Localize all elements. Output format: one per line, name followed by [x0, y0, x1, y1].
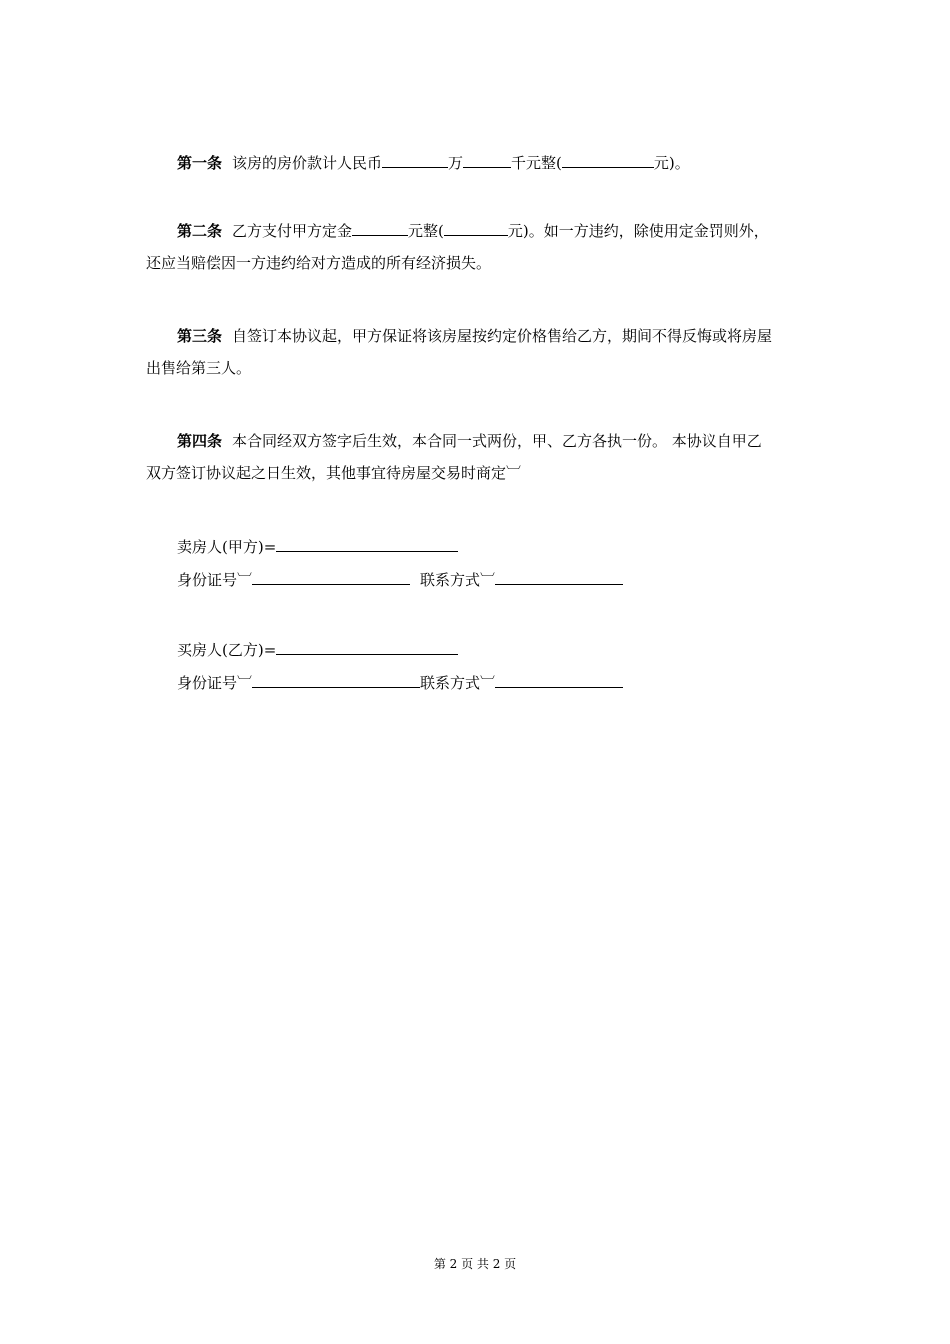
buyer-id-blank: [252, 673, 420, 688]
buyer-name-blank: [276, 640, 458, 655]
article-3: [146, 320, 808, 384]
article-2-text-c: 元)。如一方违约，除使用定金罚则外，: [507, 222, 769, 240]
deposit-yuan-blank: [444, 220, 508, 236]
article-3-heading: 第三条: [177, 327, 223, 345]
article-2: [146, 215, 808, 279]
buyer-name-row: [177, 640, 458, 660]
seller-id-label: 身份证号︺: [177, 571, 253, 589]
article-1: [146, 147, 808, 179]
seller-id-blank: [252, 570, 410, 585]
seller-contact-label: 联系方式︺: [420, 571, 496, 589]
article-1-text-c: 千元整(: [511, 154, 562, 172]
seller-contact-blank: [495, 570, 623, 585]
article-2-line-2: 还应当赔偿因一方违约给对方造成的所有经济损失。: [146, 254, 492, 272]
article-1-text-a: 该房的房价款计人民币: [232, 154, 383, 172]
article-4-text-1: 本合同经双方签字后生效，本合同一式两份，甲、乙方各执一份。 本协议自甲乙: [232, 432, 762, 450]
buyer-id-row: [177, 673, 623, 693]
article-3-line-1: [146, 320, 808, 352]
seller-name-row: [177, 537, 458, 557]
buyer-contact-blank: [495, 673, 623, 688]
buyer-id-label: 身份证号︺: [177, 674, 253, 692]
seller-name-blank: [276, 537, 458, 552]
article-4-heading: 第四条: [177, 432, 223, 450]
article-4-line-2: 双方签订协议起之日生效，其他事宜待房屋交易时商定︺: [146, 464, 522, 482]
seller-id-row: [177, 570, 623, 590]
article-1-heading: 第一条: [177, 154, 223, 172]
article-2-text-b: 元整(: [408, 222, 444, 240]
article-1-line-1: [146, 147, 808, 179]
article-2-line-1: [146, 215, 808, 247]
buyer-contact-label: 联系方式︺: [420, 674, 496, 692]
article-3-line-2: 出售给第三人。: [146, 359, 252, 377]
deposit-amount-blank: [352, 220, 408, 236]
buyer-label: 买房人(乙方)=: [177, 641, 277, 659]
article-2-heading: 第二条: [177, 222, 223, 240]
article-4-line-1: [146, 425, 808, 457]
article-3-text-1: 自签订本协议起，甲方保证将该房屋按约定价格售给乙方，期间不得反悔或将房屋: [232, 327, 773, 345]
article-1-text-b: 万: [448, 154, 464, 172]
price-qian-blank: [463, 152, 511, 168]
article-1-text-d: 元)。: [653, 154, 690, 172]
page-footer: 第 2 页 共 2 页: [433, 1257, 517, 1271]
article-4: [146, 425, 808, 489]
price-wan-blank: [382, 152, 448, 168]
price-yuan-blank: [562, 152, 654, 168]
seller-label: 卖房人(甲方)=: [177, 538, 277, 556]
article-2-text-a: 乙方支付甲方定金: [232, 222, 353, 240]
